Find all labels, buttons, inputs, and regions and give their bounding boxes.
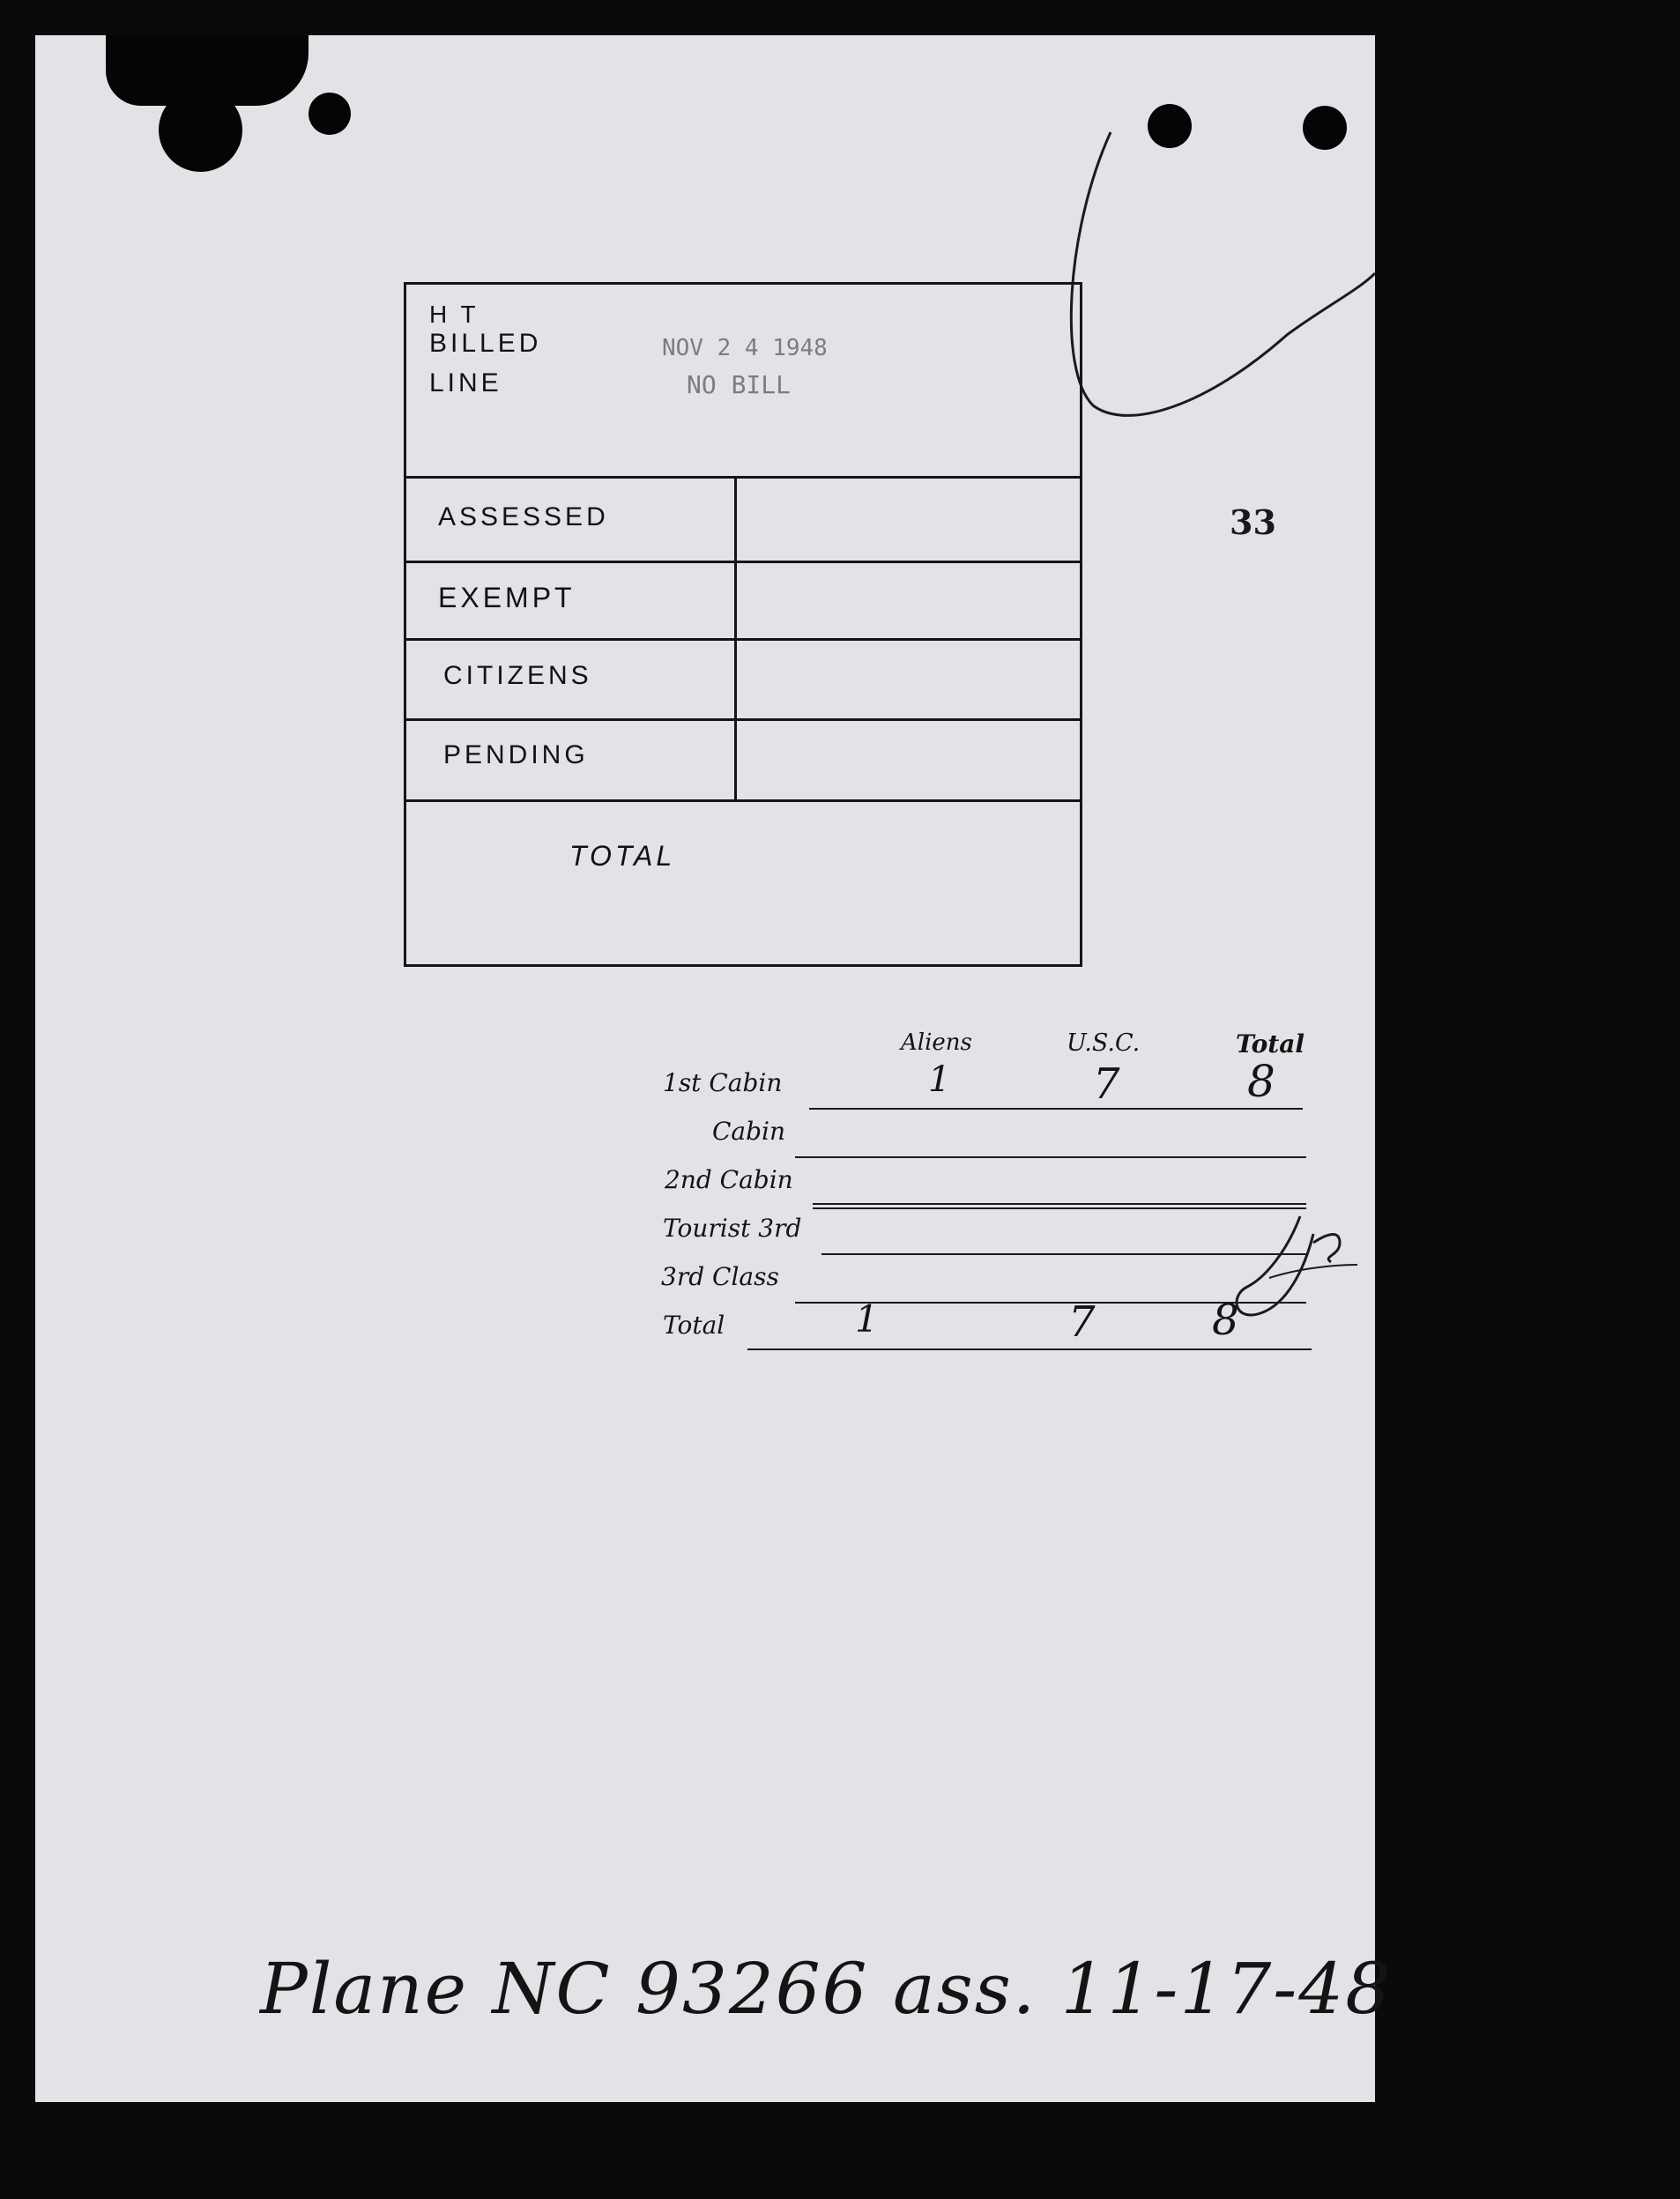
box-total-label: TOTAL — [569, 840, 676, 872]
no-bill-stamp: NO BILL — [687, 370, 792, 399]
tally-row-label: Cabin — [712, 1117, 786, 1146]
row-exempt: EXEMPT — [438, 582, 576, 613]
footer-handwritten-note: Plane NC 93266 ass. 11-17-48 — [260, 1948, 1393, 2030]
tally-total-value: 8 — [1212, 1296, 1239, 1345]
tally-total-value: 8 — [1247, 1056, 1275, 1107]
date-stamp: NOV 2 4 1948 — [662, 335, 828, 361]
row-pending: PENDING — [443, 740, 589, 769]
row-citizens: CITIZENS — [443, 661, 592, 690]
document-page — [35, 35, 1393, 2102]
tally-row-label: Total — [663, 1311, 725, 1340]
tally-row-label: Tourist 3rd — [663, 1214, 802, 1243]
tally-row-label: 3rd Class — [661, 1262, 779, 1291]
tally-row-label: 1st Cabin — [663, 1068, 783, 1097]
tally-aliens-value: 1 — [928, 1059, 951, 1100]
tally-aliens-value: 1 — [855, 1297, 879, 1341]
header-line-line: LINE — [429, 368, 502, 397]
col-header-usc: U.S.C. — [1067, 1029, 1141, 1057]
header-line-ht: H T — [429, 301, 479, 328]
tally-usc-value: 7 — [1068, 1297, 1096, 1347]
header-line-billed: BILLED — [429, 329, 542, 358]
row-assessed: ASSESSED — [438, 502, 609, 531]
initials-signature — [35, 35, 1375, 1410]
page-number: 33 — [1230, 502, 1276, 542]
col-header-total: Total — [1236, 1029, 1305, 1059]
tally-row-label: 2nd Cabin — [665, 1165, 793, 1194]
tally-usc-value: 7 — [1093, 1059, 1120, 1109]
col-header-aliens: Aliens — [901, 1029, 972, 1056]
